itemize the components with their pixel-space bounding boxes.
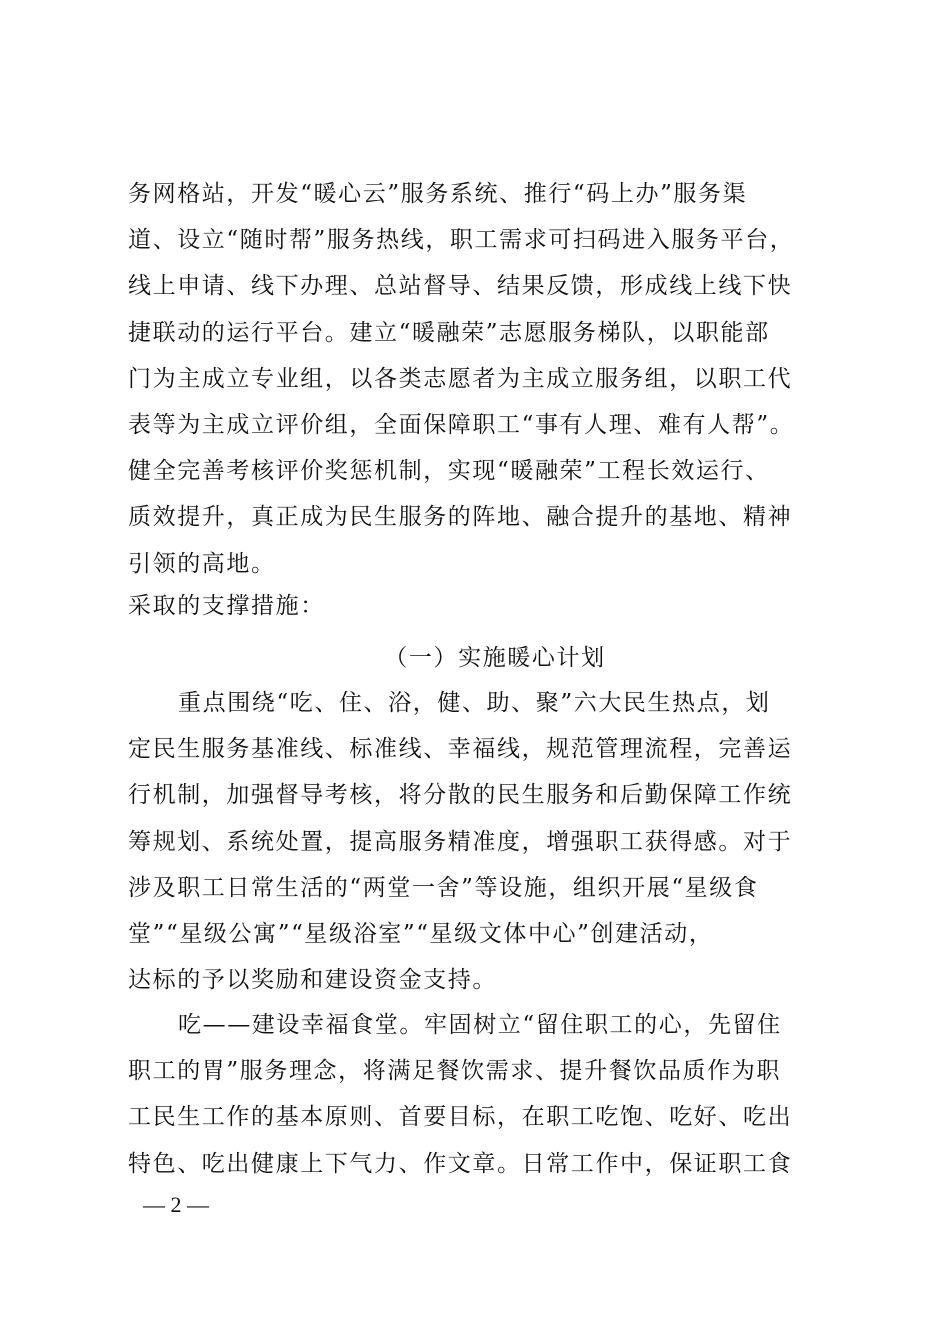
text-line: 堂”“星级公寓”“星级浴室”“星级文体中心”创建活动， bbox=[128, 921, 714, 948]
text-line: 行机制，加强督导考核，将分散的民生服务和后勤保障工作统 bbox=[128, 782, 793, 809]
text-line: 质效提升，真正成为民生服务的阵地、融合提升的基地、精神 bbox=[128, 504, 793, 531]
text-line: 表等为主成立评价组，全面保障职工“事有人理、难有人帮”。 bbox=[128, 412, 795, 439]
text-line: 职工的胃”服务理念，将满足餐饮需求、提升餐饮品质作为职 bbox=[128, 1058, 781, 1085]
text-line: 重点围绕“吃、住、浴，健、助、聚”六大民生热点，划 bbox=[178, 690, 771, 716]
text-line: 线上申请、线下办理、总站督导、结果反馈，形成线上线下快 bbox=[128, 273, 793, 300]
text-line: 工民生工作的基本原则、首要目标，在职工吃饱、吃好、吃出 bbox=[128, 1104, 793, 1131]
paragraph-warm-heart-plan bbox=[128, 680, 828, 1003]
paragraph-continuation bbox=[128, 171, 828, 587]
paragraph-happy-canteen bbox=[128, 1002, 828, 1187]
text-line: 筹规划、系统处置，提高服务精准度，增强职工获得感。对于 bbox=[128, 828, 793, 855]
text-line: 务网格站，开发“暖心云”服务系统、推行“码上办”服务渠 bbox=[128, 181, 748, 207]
text-line: 特色、吃出健康上下气力、作文章。日常工作中，保证职工食 bbox=[128, 1150, 793, 1177]
section-heading: （一）实施暖心计划 bbox=[384, 645, 606, 671]
text-line: 采取的支撑措施： bbox=[128, 593, 325, 619]
text-line: 定民生服务基准线、标准线、幸福线，规范管理流程，完善运 bbox=[128, 736, 793, 763]
text-line: 捷联动的运行平台。建立“暖融荣”志愿服务梯队，以职能部 bbox=[128, 319, 770, 346]
text-line: 门为主成立专业组，以各类志愿者为主成立服务组，以职工代 bbox=[128, 365, 793, 392]
text-line: 道、设立“随时帮”服务热线，职工需求可扫码进入服务平台， bbox=[128, 227, 795, 254]
text-line: 引领的高地。 bbox=[128, 550, 276, 577]
support-measures-label bbox=[128, 583, 828, 629]
text-line: 达标的予以奖励和建设资金支持。 bbox=[128, 967, 497, 994]
page-number: — 2 — bbox=[143, 1192, 209, 1217]
text-line: 健全完善考核评价奖惩机制，实现“暖融荣”工程长效运行、 bbox=[128, 458, 770, 485]
text-line: 吃——建设幸福食堂。牢固树立“留住职工的心，先留住 bbox=[178, 1012, 782, 1038]
text-line: 涉及职工日常生活的“两堂一舍”等设施，组织开展“星级食 bbox=[128, 874, 759, 901]
